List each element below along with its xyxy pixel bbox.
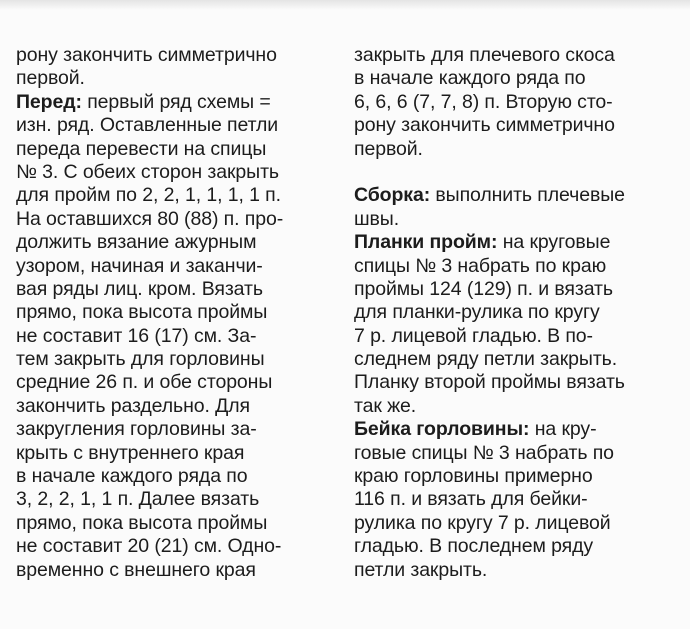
line-text: для пройм по 2, 2, 1, 1, 1, 1 п. <box>16 184 281 207</box>
line-text: первой. <box>16 67 85 90</box>
left-text-column <box>16 44 336 582</box>
line-text: закругления горловины за- <box>16 418 257 441</box>
text-line <box>354 442 684 465</box>
line-text: следнем ряду петли закрыть. <box>354 348 618 371</box>
text-line <box>16 371 336 394</box>
line-text: первый ряд схемы = <box>81 90 271 113</box>
text-line <box>16 418 336 441</box>
section-heading-line <box>354 184 684 207</box>
text-line <box>16 301 336 324</box>
line-text: тем закрыть для горловины <box>16 348 265 371</box>
section-heading: Перед: <box>16 90 82 113</box>
line-text: закончить раздельно. Для <box>16 394 250 417</box>
line-text: выполнить плечевые <box>430 184 625 207</box>
text-line <box>354 255 684 278</box>
text-line <box>354 301 684 324</box>
line-text: Планку второй проймы вязать <box>354 371 625 394</box>
line-text: для планки-рулика по кругу <box>354 301 600 324</box>
text-line <box>354 371 684 394</box>
paragraph-gap <box>354 161 684 184</box>
line-text: средние 26 п. и обе стороны <box>16 371 273 394</box>
text-line <box>16 44 336 67</box>
text-line <box>16 465 336 488</box>
text-line <box>354 512 684 535</box>
text-line <box>354 559 684 582</box>
section-heading: Планки пройм: <box>354 231 498 254</box>
text-line <box>16 208 336 231</box>
line-text: не составит 20 (21) см. Одно- <box>16 535 282 558</box>
line-text: спицы № 3 набрать по краю <box>354 254 607 277</box>
text-line <box>354 114 684 137</box>
line-text: говые спицы № 3 набрать по <box>354 441 614 464</box>
line-text: должить вязание ажурным <box>16 231 257 254</box>
text-line <box>354 91 684 114</box>
line-text: прямо, пока высота проймы <box>16 301 268 324</box>
line-text: прямо, пока высота проймы <box>16 511 268 534</box>
text-line <box>16 255 336 278</box>
line-text: 6, 6, 6 (7, 7, 8) п. Вторую сто- <box>354 90 613 113</box>
text-line <box>354 44 684 67</box>
line-text: на кру- <box>529 418 597 441</box>
line-text: в начале каждого ряда по <box>354 67 586 90</box>
text-line <box>354 348 684 371</box>
text-line <box>354 325 684 348</box>
line-text: так же. <box>354 394 417 417</box>
text-line <box>16 114 336 137</box>
line-text: не составит 16 (17) см. За- <box>16 324 257 347</box>
text-line <box>16 559 336 582</box>
text-line <box>354 395 684 418</box>
line-text: швы. <box>354 207 400 230</box>
line-text: петли закрыть. <box>354 558 488 581</box>
text-line <box>354 67 684 90</box>
line-text: узором, начиная и заканчи- <box>16 254 263 277</box>
line-text: в начале каждого ряда по <box>16 465 248 488</box>
text-line <box>354 278 684 301</box>
line-text: 7 р. лицевой гладью. В по- <box>354 324 593 347</box>
text-line <box>16 161 336 184</box>
line-text: переда перевести на спицы <box>16 137 267 160</box>
text-line <box>16 184 336 207</box>
section-heading: Бейка горловины: <box>354 418 530 441</box>
text-line <box>16 535 336 558</box>
text-line <box>354 208 684 231</box>
line-text: закрыть для плечевого скоса <box>354 44 615 66</box>
line-text: на круговые <box>497 231 611 254</box>
section-heading: Сборка: <box>354 184 431 207</box>
line-text: краю горловины примерно <box>354 465 593 488</box>
line-text: вая ряды лиц. кром. Вязать <box>16 277 263 300</box>
text-line <box>354 535 684 558</box>
text-line <box>354 138 684 161</box>
line-text: изн. ряд. Оставленные петли <box>16 114 279 137</box>
text-line <box>16 67 336 90</box>
text-line <box>16 138 336 161</box>
line-text: проймы 124 (129) п. и вязать <box>354 277 613 300</box>
line-text: крыть с внутреннего края <box>16 441 245 464</box>
right-text-column <box>354 44 684 582</box>
line-text: временно с внешнего края <box>16 558 256 581</box>
section-heading-line <box>354 231 684 254</box>
line-text: 116 п. и вязать для бейки- <box>354 488 588 511</box>
text-line <box>16 231 336 254</box>
line-text: рону закончить симметрично <box>354 114 615 137</box>
section-heading-line <box>16 91 336 114</box>
text-line <box>354 465 684 488</box>
line-text: На оставшихся 80 (88) п. про- <box>16 207 284 230</box>
text-line <box>16 512 336 535</box>
line-text: рулика по кругу 7 р. лицевой <box>354 511 611 534</box>
line-text: № 3. С обеих сторон закрыть <box>16 160 279 183</box>
section-heading-line <box>354 418 684 441</box>
line-text: гладью. В последнем ряду <box>354 535 594 558</box>
text-line <box>16 442 336 465</box>
text-line <box>354 488 684 511</box>
line-text: первой. <box>354 137 423 160</box>
page-top-edge <box>0 0 690 10</box>
text-line <box>16 395 336 418</box>
text-line <box>16 278 336 301</box>
text-line <box>16 325 336 348</box>
line-text: 3, 2, 2, 1, 1 п. Далее вязать <box>16 488 260 511</box>
line-text: рону закончить симметрично <box>16 44 277 66</box>
text-line <box>16 488 336 511</box>
text-line <box>16 348 336 371</box>
